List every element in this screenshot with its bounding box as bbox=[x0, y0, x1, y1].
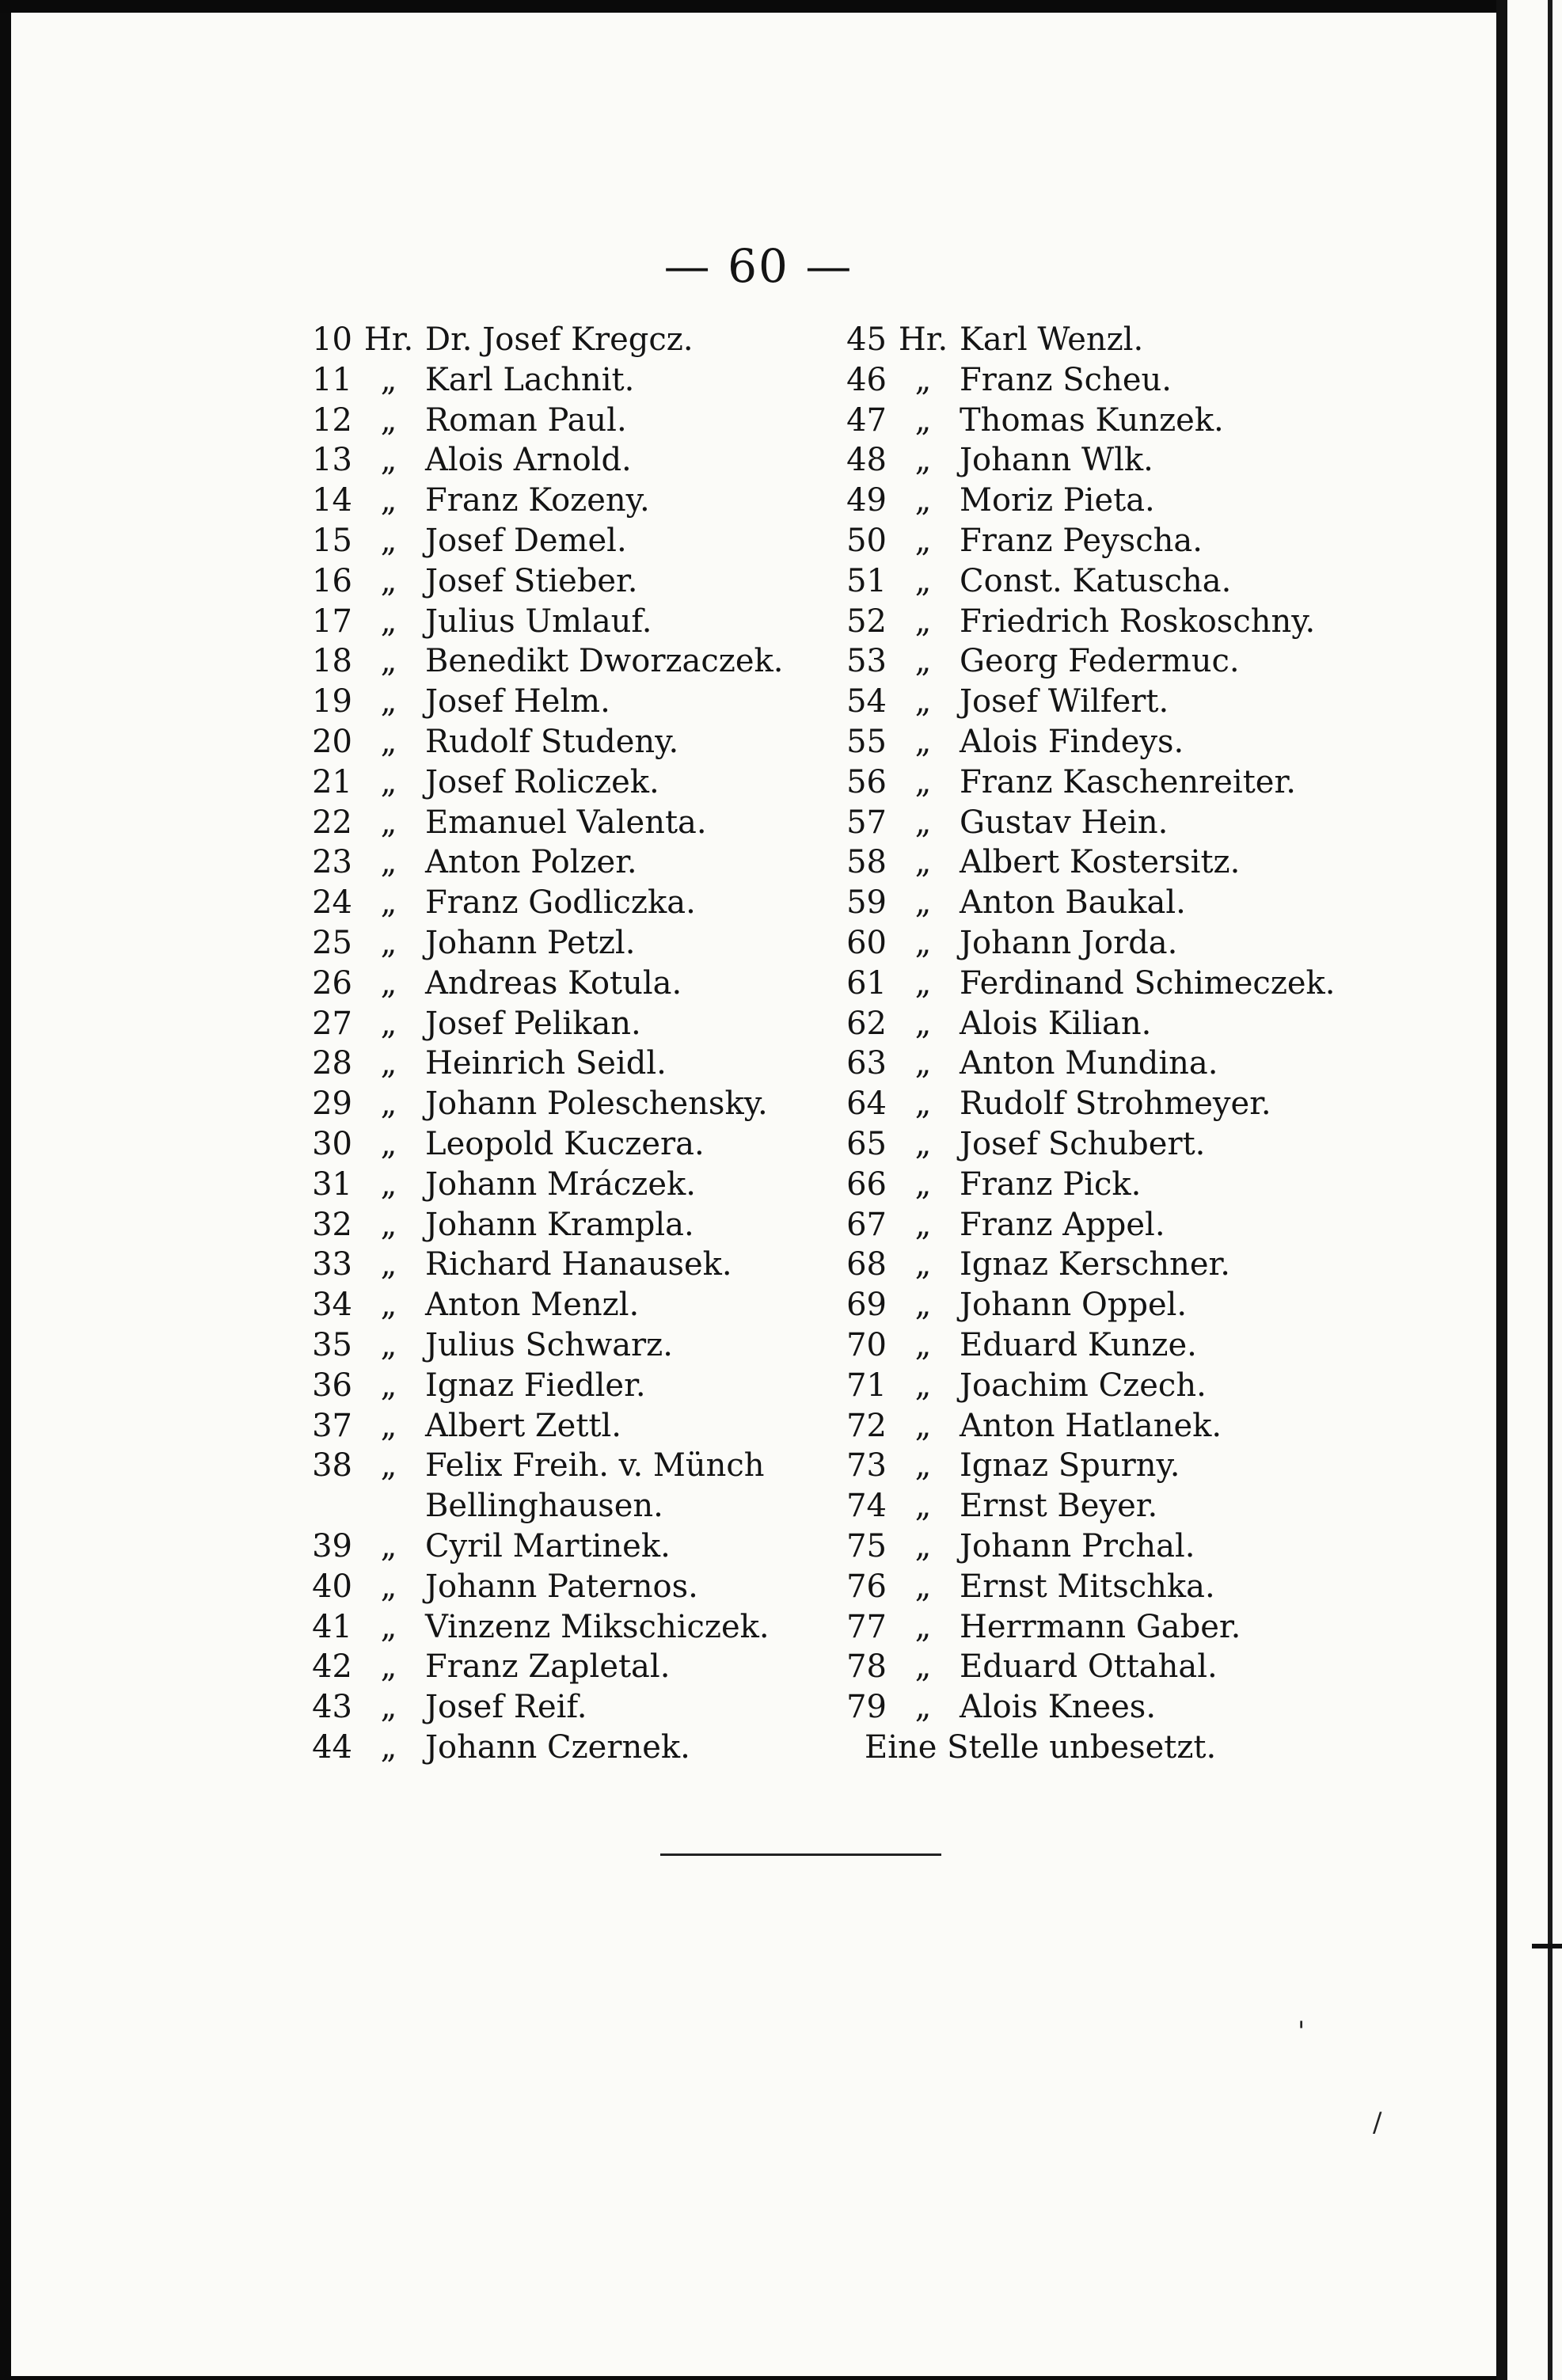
member-number: 49 bbox=[846, 482, 887, 519]
list-item bbox=[827, 1567, 1341, 1607]
member-number: 73 bbox=[846, 1447, 887, 1485]
list-item bbox=[827, 440, 1341, 481]
list-item bbox=[827, 1165, 1341, 1205]
member-name: Alois Kilian. bbox=[960, 1005, 1152, 1042]
member-name: Ignaz Fiedler. bbox=[425, 1367, 646, 1404]
member-name: Thomas Kunzek. bbox=[960, 401, 1224, 439]
member-number: 27 bbox=[312, 1005, 352, 1042]
member-title: „ bbox=[380, 1287, 397, 1324]
member-number: 11 bbox=[312, 361, 352, 398]
member-name: Franz Peyscha. bbox=[960, 522, 1203, 559]
member-name-continued: Bellinghausen. bbox=[425, 1488, 663, 1525]
member-title: „ bbox=[914, 804, 932, 841]
member-number: 43 bbox=[312, 1689, 352, 1726]
member-title: „ bbox=[380, 723, 397, 760]
member-title: „ bbox=[914, 683, 932, 720]
member-name: Heinrich Seidl. bbox=[425, 1045, 667, 1082]
member-title: „ bbox=[380, 522, 397, 559]
member-name: Roman Paul. bbox=[425, 401, 627, 439]
list-item bbox=[827, 481, 1341, 521]
member-name: Joachim Czech. bbox=[960, 1367, 1207, 1404]
member-number: 79 bbox=[846, 1689, 887, 1726]
member-number: 71 bbox=[846, 1367, 887, 1404]
list-item bbox=[827, 561, 1341, 602]
member-list-left bbox=[292, 320, 799, 1768]
member-name: Josef Pelikan. bbox=[425, 1005, 641, 1042]
member-name: Franz Zapletal. bbox=[425, 1648, 671, 1686]
member-title: „ bbox=[914, 1608, 932, 1645]
member-title: „ bbox=[380, 1728, 397, 1766]
member-number: 24 bbox=[312, 884, 352, 922]
member-title: „ bbox=[914, 1005, 932, 1042]
member-number: 61 bbox=[846, 964, 887, 1002]
member-name: Johann Paternos. bbox=[425, 1568, 698, 1605]
scan-right-margin bbox=[1506, 0, 1562, 2380]
page-number: — 60 — bbox=[663, 239, 853, 293]
member-number: 50 bbox=[846, 522, 887, 559]
list-item bbox=[292, 1285, 799, 1325]
member-title: Hr. bbox=[898, 321, 948, 358]
member-title: „ bbox=[380, 1447, 397, 1485]
member-number: 47 bbox=[846, 401, 887, 439]
scan-gutter-mark bbox=[1532, 1944, 1562, 1948]
member-title: „ bbox=[914, 1527, 932, 1564]
member-number: 33 bbox=[312, 1246, 352, 1283]
member-title: „ bbox=[380, 804, 397, 841]
list-item bbox=[292, 1687, 799, 1728]
list-item bbox=[292, 1567, 799, 1607]
member-title: „ bbox=[914, 442, 932, 479]
member-number: 38 bbox=[312, 1447, 352, 1485]
member-name: Leopold Kuczera. bbox=[425, 1125, 705, 1162]
member-name: Johann Jorda. bbox=[960, 924, 1178, 961]
member-name: Anton Baukal. bbox=[960, 884, 1186, 922]
list-item bbox=[827, 883, 1341, 923]
member-number: 17 bbox=[312, 603, 352, 640]
member-name: Ferdinand Schimeczek. bbox=[960, 964, 1336, 1002]
member-number: 23 bbox=[312, 844, 352, 881]
member-title: „ bbox=[914, 1206, 932, 1243]
member-name: Josef Schubert. bbox=[960, 1125, 1206, 1162]
member-title: „ bbox=[380, 884, 397, 922]
list-item bbox=[292, 883, 799, 923]
list-item bbox=[292, 803, 799, 843]
list-item bbox=[827, 1607, 1341, 1648]
list-item bbox=[292, 1124, 799, 1165]
member-number: 18 bbox=[312, 643, 352, 680]
list-item bbox=[292, 1728, 799, 1768]
member-number: 14 bbox=[312, 482, 352, 519]
member-name: Cyril Martinek. bbox=[425, 1527, 671, 1564]
list-item bbox=[827, 1205, 1341, 1245]
list-item bbox=[292, 1084, 799, 1124]
member-number: 52 bbox=[846, 603, 887, 640]
member-title: „ bbox=[380, 1367, 397, 1404]
member-number: 13 bbox=[312, 442, 352, 479]
member-number: 34 bbox=[312, 1287, 352, 1324]
ink-speck: / bbox=[1373, 2107, 1382, 2139]
member-name: Josef Demel. bbox=[425, 522, 627, 559]
member-name: Herrmann Gaber. bbox=[960, 1608, 1241, 1645]
member-title: „ bbox=[914, 1488, 932, 1525]
list-item bbox=[292, 682, 799, 722]
member-number: 62 bbox=[846, 1005, 887, 1042]
list-item bbox=[292, 923, 799, 964]
member-name: Franz Scheu. bbox=[960, 361, 1172, 398]
member-number: 64 bbox=[846, 1085, 887, 1123]
list-item bbox=[827, 360, 1341, 401]
member-title: „ bbox=[380, 763, 397, 800]
member-title: „ bbox=[380, 361, 397, 398]
list-item bbox=[827, 602, 1341, 642]
member-title: „ bbox=[914, 964, 932, 1002]
list-item bbox=[292, 641, 799, 682]
list-item bbox=[827, 1366, 1341, 1406]
member-title: „ bbox=[380, 482, 397, 519]
member-name: Franz Godliczka. bbox=[425, 884, 696, 922]
member-title: „ bbox=[914, 1125, 932, 1162]
member-number: 55 bbox=[846, 723, 887, 760]
member-name: Ignaz Spurny. bbox=[960, 1447, 1180, 1485]
member-title: „ bbox=[914, 723, 932, 760]
member-title: „ bbox=[914, 603, 932, 640]
member-name: Eduard Ottahal. bbox=[960, 1648, 1218, 1686]
list-item bbox=[292, 1486, 799, 1526]
member-title: „ bbox=[380, 683, 397, 720]
member-title: „ bbox=[914, 401, 932, 439]
list-item bbox=[827, 1004, 1341, 1044]
list-item bbox=[827, 1044, 1341, 1084]
member-title: „ bbox=[380, 1165, 397, 1203]
list-item bbox=[292, 964, 799, 1004]
member-title: „ bbox=[380, 1608, 397, 1645]
member-name: Rudolf Studeny. bbox=[425, 723, 679, 760]
book-page bbox=[11, 13, 1506, 2376]
member-name: Emanuel Valenta. bbox=[425, 804, 707, 841]
list-item bbox=[292, 602, 799, 642]
member-name: Johann Prchal. bbox=[960, 1527, 1195, 1564]
member-name: Ernst Mitschka. bbox=[960, 1568, 1215, 1605]
member-number: 53 bbox=[846, 643, 887, 680]
list-item bbox=[827, 1446, 1341, 1486]
member-name: Julius Umlauf. bbox=[425, 603, 652, 640]
list-item bbox=[292, 1325, 799, 1366]
member-name: Franz Kozeny. bbox=[425, 482, 650, 519]
member-name: Johann Oppel. bbox=[960, 1287, 1188, 1324]
member-number: 15 bbox=[312, 522, 352, 559]
member-name: Anton Menzl. bbox=[425, 1287, 640, 1324]
member-number: 19 bbox=[312, 683, 352, 720]
member-name: Rudolf Strohmeyer. bbox=[960, 1085, 1271, 1123]
list-item bbox=[827, 641, 1341, 682]
member-name: Andreas Kotula. bbox=[425, 964, 682, 1002]
list-item bbox=[292, 521, 799, 561]
member-title: „ bbox=[914, 763, 932, 800]
member-title: „ bbox=[914, 1568, 932, 1605]
member-number: 42 bbox=[312, 1648, 352, 1686]
member-title: Hr. bbox=[363, 321, 414, 358]
member-number: 29 bbox=[312, 1085, 352, 1123]
member-number: 78 bbox=[846, 1648, 887, 1686]
member-name: Johann Krampla. bbox=[425, 1206, 694, 1243]
list-item bbox=[827, 1245, 1341, 1285]
list-item bbox=[827, 401, 1341, 441]
member-number: 26 bbox=[312, 964, 352, 1002]
member-number: 56 bbox=[846, 763, 887, 800]
list-item bbox=[827, 682, 1341, 722]
member-title: „ bbox=[380, 964, 397, 1002]
member-name: Josef Wilfert. bbox=[960, 683, 1169, 720]
member-number: 57 bbox=[846, 804, 887, 841]
member-title: „ bbox=[914, 361, 932, 398]
member-number: 75 bbox=[846, 1527, 887, 1564]
member-name: Moriz Pieta. bbox=[960, 482, 1155, 519]
member-number: 77 bbox=[846, 1608, 887, 1645]
member-title: „ bbox=[914, 562, 932, 599]
member-number: 20 bbox=[312, 723, 352, 760]
member-name: Johann Petzl. bbox=[425, 924, 636, 961]
member-number: 28 bbox=[312, 1045, 352, 1082]
member-name: Felix Freih. v. Münch bbox=[425, 1447, 765, 1485]
member-title: „ bbox=[914, 1085, 932, 1123]
member-number: 58 bbox=[846, 844, 887, 881]
member-title: „ bbox=[380, 1005, 397, 1042]
member-title: „ bbox=[914, 1447, 932, 1485]
member-number: 46 bbox=[846, 361, 887, 398]
list-item bbox=[827, 842, 1341, 883]
member-title: „ bbox=[914, 1326, 932, 1363]
ink-speck: ' bbox=[1298, 2016, 1305, 2047]
member-number: 59 bbox=[846, 884, 887, 922]
scan-gutter-line bbox=[1496, 0, 1507, 2380]
list-item bbox=[827, 1647, 1341, 1687]
member-title: „ bbox=[914, 1287, 932, 1324]
member-name: Ernst Beyer. bbox=[960, 1488, 1158, 1525]
member-title: „ bbox=[380, 1527, 397, 1564]
member-title: „ bbox=[914, 884, 932, 922]
member-number: 72 bbox=[846, 1407, 887, 1444]
member-number: 67 bbox=[846, 1206, 887, 1243]
member-title: „ bbox=[380, 1568, 397, 1605]
member-number: 32 bbox=[312, 1206, 352, 1243]
member-name: Alois Arnold. bbox=[425, 442, 632, 479]
member-number: 63 bbox=[846, 1045, 887, 1082]
member-name: Ignaz Kerschner. bbox=[960, 1246, 1230, 1283]
member-number: 37 bbox=[312, 1407, 352, 1444]
member-title: „ bbox=[914, 1165, 932, 1203]
member-number: 44 bbox=[312, 1728, 352, 1766]
list-item bbox=[292, 561, 799, 602]
list-item bbox=[292, 1406, 799, 1447]
list-item bbox=[827, 1687, 1341, 1728]
member-number: 12 bbox=[312, 401, 352, 439]
list-item bbox=[292, 1607, 799, 1648]
list-item bbox=[827, 521, 1341, 561]
member-name: Karl Wenzl. bbox=[960, 321, 1144, 358]
member-number: 74 bbox=[846, 1488, 887, 1525]
member-number: 60 bbox=[846, 924, 887, 961]
list-item bbox=[827, 1084, 1341, 1124]
list-item bbox=[292, 1366, 799, 1406]
member-title: „ bbox=[914, 643, 932, 680]
member-name: Franz Appel. bbox=[960, 1206, 1165, 1243]
list-item bbox=[827, 803, 1341, 843]
member-number: 31 bbox=[312, 1165, 352, 1203]
list-item bbox=[292, 1044, 799, 1084]
list-item bbox=[292, 401, 799, 441]
list-item bbox=[827, 923, 1341, 964]
member-name: Josef Reif. bbox=[425, 1689, 587, 1726]
list-item bbox=[292, 1446, 799, 1486]
list-item bbox=[292, 1647, 799, 1687]
list-item bbox=[292, 722, 799, 762]
member-number: 30 bbox=[312, 1125, 352, 1162]
member-title: „ bbox=[914, 1246, 932, 1283]
member-list-right bbox=[827, 320, 1341, 1768]
list-item bbox=[292, 1205, 799, 1245]
member-title: „ bbox=[914, 844, 932, 881]
member-number: 35 bbox=[312, 1326, 352, 1363]
list-item bbox=[827, 1486, 1341, 1526]
member-name: Julius Schwarz. bbox=[425, 1326, 673, 1363]
member-title: „ bbox=[380, 1125, 397, 1162]
member-number: 48 bbox=[846, 442, 887, 479]
member-name: Johann Poleschensky. bbox=[425, 1085, 768, 1123]
member-number: 41 bbox=[312, 1608, 352, 1645]
member-number: 16 bbox=[312, 562, 352, 599]
member-title: „ bbox=[914, 1648, 932, 1686]
member-number: 25 bbox=[312, 924, 352, 961]
member-name: Benedikt Dworzaczek. bbox=[425, 643, 784, 680]
member-number: 45 bbox=[846, 321, 887, 358]
member-number: 54 bbox=[846, 683, 887, 720]
member-title: „ bbox=[380, 1648, 397, 1686]
member-title: „ bbox=[380, 1085, 397, 1123]
member-title: „ bbox=[380, 401, 397, 439]
member-title: „ bbox=[380, 924, 397, 961]
list-item bbox=[827, 1526, 1341, 1567]
list-item bbox=[827, 964, 1341, 1004]
member-title: „ bbox=[380, 1206, 397, 1243]
member-name: Albert Kostersitz. bbox=[960, 844, 1241, 881]
member-name: Johann Wlk. bbox=[960, 442, 1153, 479]
member-number: 10 bbox=[312, 321, 352, 358]
list-item bbox=[292, 1245, 799, 1285]
member-title: „ bbox=[914, 924, 932, 961]
member-number: 36 bbox=[312, 1367, 352, 1404]
member-title: „ bbox=[380, 1326, 397, 1363]
member-name: Alois Findeys. bbox=[960, 723, 1184, 760]
member-name: Gustav Hein. bbox=[960, 804, 1169, 841]
member-title: „ bbox=[914, 522, 932, 559]
member-number: 66 bbox=[846, 1165, 887, 1203]
member-title: „ bbox=[914, 1045, 932, 1082]
member-name: Josef Roliczek. bbox=[425, 763, 659, 800]
member-name: Albert Zettl. bbox=[425, 1407, 621, 1444]
list-item bbox=[292, 1165, 799, 1205]
closing-rule bbox=[660, 1853, 941, 1856]
list-item bbox=[827, 1124, 1341, 1165]
vacancy-note: Eine Stelle unbesetzt. bbox=[865, 1728, 1217, 1766]
member-name: Alois Knees. bbox=[960, 1689, 1157, 1726]
list-item bbox=[827, 1406, 1341, 1447]
member-title: „ bbox=[380, 562, 397, 599]
member-title: „ bbox=[380, 1689, 397, 1726]
member-title: „ bbox=[380, 1045, 397, 1082]
member-name: Anton Mundina. bbox=[960, 1045, 1218, 1082]
member-title: „ bbox=[914, 1689, 932, 1726]
member-name: Franz Kaschenreiter. bbox=[960, 763, 1296, 800]
member-name: Richard Hanausek. bbox=[425, 1246, 732, 1283]
member-name: Franz Pick. bbox=[960, 1165, 1142, 1203]
member-name: Johann Mráczek. bbox=[425, 1165, 696, 1203]
member-number: 65 bbox=[846, 1125, 887, 1162]
list-item bbox=[827, 1325, 1341, 1366]
list-item bbox=[827, 762, 1341, 803]
list-item bbox=[292, 360, 799, 401]
list-item bbox=[292, 1526, 799, 1567]
member-name: Dr. Josef Kregcz. bbox=[425, 321, 694, 358]
list-item bbox=[292, 762, 799, 803]
list-item bbox=[292, 440, 799, 481]
member-name: Const. Katuscha. bbox=[960, 562, 1232, 599]
list-item bbox=[827, 320, 1341, 360]
member-title: „ bbox=[380, 844, 397, 881]
list-item bbox=[827, 722, 1341, 762]
member-number: 40 bbox=[312, 1568, 352, 1605]
member-name: Vinzenz Mikschiczek. bbox=[425, 1608, 770, 1645]
list-item bbox=[292, 842, 799, 883]
list-item bbox=[827, 1285, 1341, 1325]
member-number: 76 bbox=[846, 1568, 887, 1605]
member-number: 68 bbox=[846, 1246, 887, 1283]
member-title: „ bbox=[380, 603, 397, 640]
member-number: 70 bbox=[846, 1326, 887, 1363]
member-title: „ bbox=[914, 482, 932, 519]
list-item bbox=[292, 1004, 799, 1044]
member-title: „ bbox=[380, 643, 397, 680]
member-name: Eduard Kunze. bbox=[960, 1326, 1197, 1363]
list-item bbox=[292, 481, 799, 521]
member-title: „ bbox=[380, 442, 397, 479]
member-name: Anton Polzer. bbox=[425, 844, 637, 881]
list-item bbox=[292, 320, 799, 360]
member-number: 69 bbox=[846, 1287, 887, 1324]
member-name: Josef Helm. bbox=[425, 683, 610, 720]
scan-top-edge bbox=[0, 0, 1562, 13]
member-name: Karl Lachnit. bbox=[425, 361, 635, 398]
member-number: 39 bbox=[312, 1527, 352, 1564]
member-number: 22 bbox=[312, 804, 352, 841]
member-title: „ bbox=[380, 1246, 397, 1283]
member-title: „ bbox=[914, 1407, 932, 1444]
member-name: Anton Hatlanek. bbox=[960, 1407, 1222, 1444]
member-title: „ bbox=[914, 1367, 932, 1404]
scan-gutter-line bbox=[1548, 0, 1552, 2380]
member-name: Johann Czernek. bbox=[425, 1728, 690, 1766]
member-number: 21 bbox=[312, 763, 352, 800]
member-name: Georg Federmuc. bbox=[960, 643, 1240, 680]
member-number: 51 bbox=[846, 562, 887, 599]
member-name: Friedrich Roskoschny. bbox=[960, 603, 1316, 640]
member-name: Josef Stieber. bbox=[425, 562, 638, 599]
member-title: „ bbox=[380, 1407, 397, 1444]
